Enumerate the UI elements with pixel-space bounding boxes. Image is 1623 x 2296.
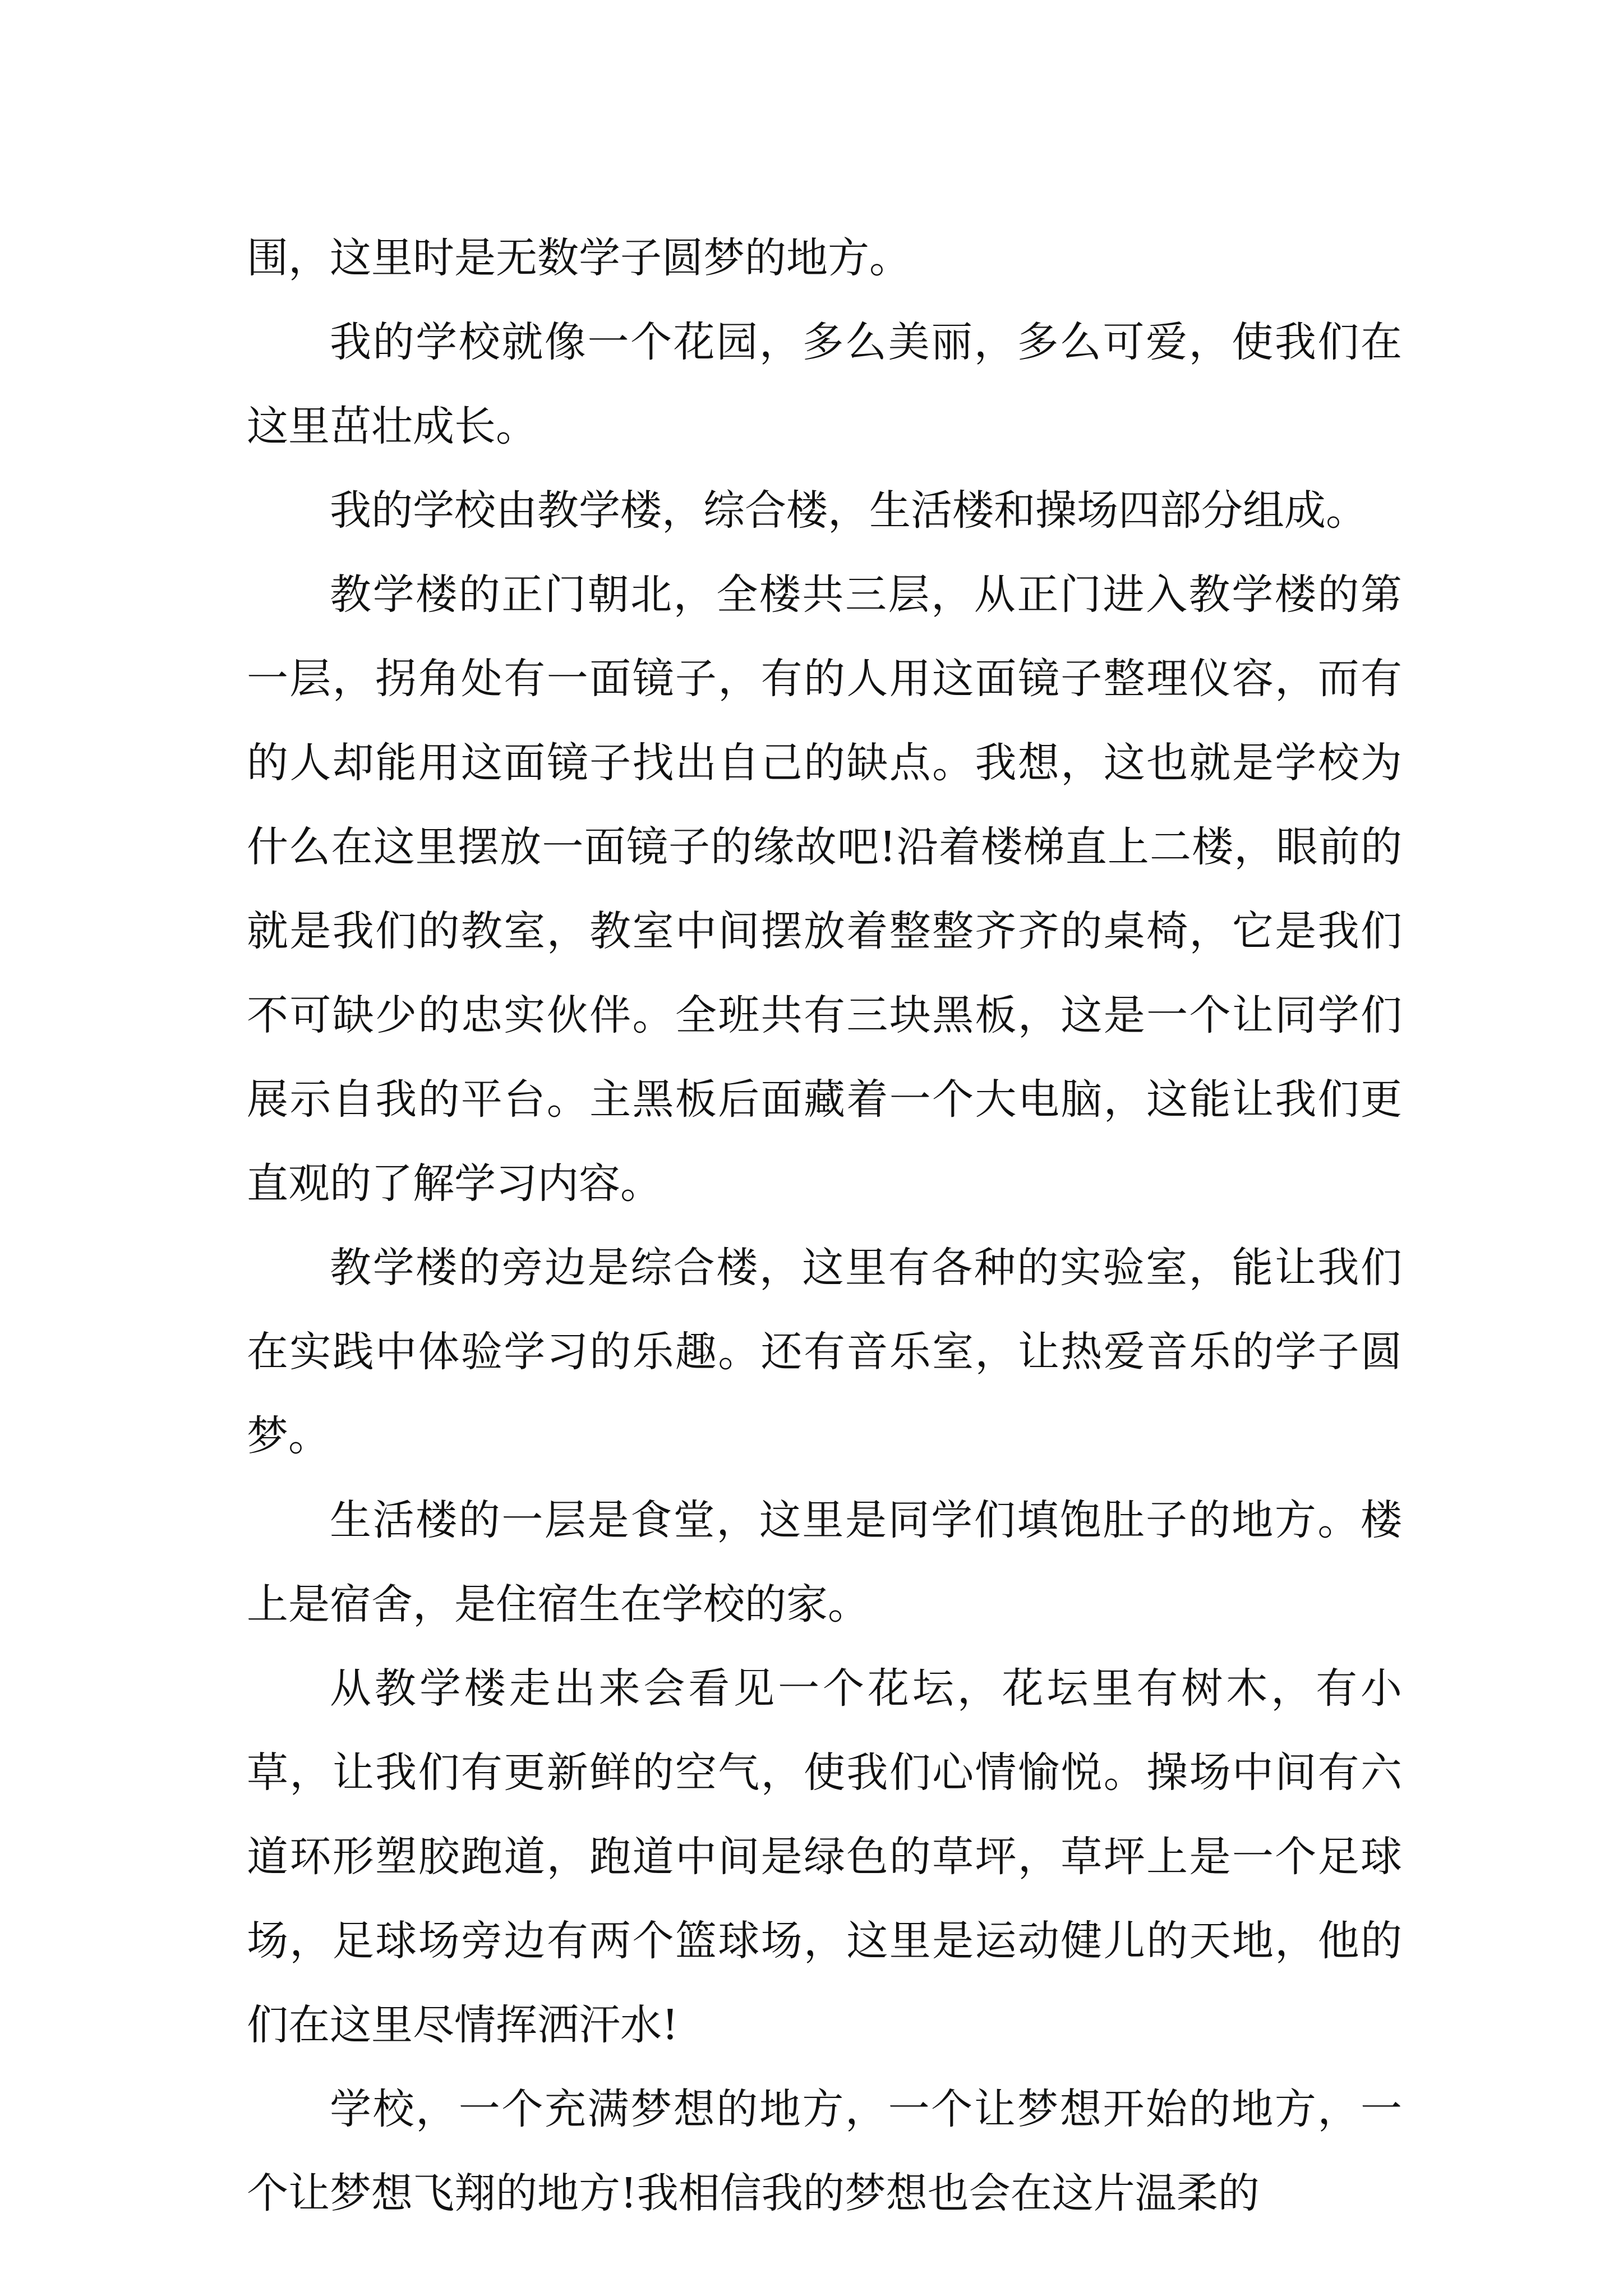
- paragraph: 从教学楼走出来会看见一个花坛，花坛里有树木，有小草，让我们有更新鲜的空气，使我们心情愉悦。操场中间有六道环形塑胶跑道，跑道中间是绿色的草坪，草坪上是一个足球场，足球场旁边有两个篮球场，这里是运动健儿的天地，他的们在这里尽情挥洒汗水!: [247, 1664, 1402, 2049]
- paragraph: 教学楼的正门朝北，全楼共三层，从正门进入教学楼的第一层，拐角处有一面镜子，有的人用这面镜子整理仪容，而有的人却能用这面镜子找出自己的缺点。我想，这也就是学校为什么在这里摆放一面镜子的缘故吧!沿着楼梯直上二楼，眼前的就是我们的教室，教室中间摆放着整整齐齐的桌椅，它是我们不可缺少的忠实伙伴。全班共有三块黑板，这是一个让同学们展示自我的平台。主黑板后面藏着一个大电脑，这能让我们更直观的了解学习内容。: [247, 570, 1402, 1208]
- paragraph: 我的学校就像一个花园，多么美丽，多么可爱，使我们在这里茁壮成长。: [247, 318, 1402, 450]
- paragraph: 教学楼的旁边是综合楼，这里有各种的实验室，能让我们在实践中体验学习的乐趣。还有音乐室，让热爱音乐的学子圆梦。: [247, 1244, 1402, 1460]
- document-body: [247, 216, 1402, 2235]
- paragraph: 生活楼的一层是食堂，这里是同学们填饱肚子的地方。楼上是宿舍，是住宿生在学校的家。: [247, 1496, 1402, 1628]
- paragraph-continued: 围，这里时是无数学子圆梦的地方。: [247, 234, 911, 282]
- paragraph: 我的学校由教学楼，综合楼，生活楼和操场四部分组成。: [330, 486, 1367, 535]
- paragraph: 学校，一个充满梦想的地方，一个让梦想开始的地方，一个让梦想飞翔的地方!我相信我的梦想也会在这片温柔的: [247, 2085, 1402, 2217]
